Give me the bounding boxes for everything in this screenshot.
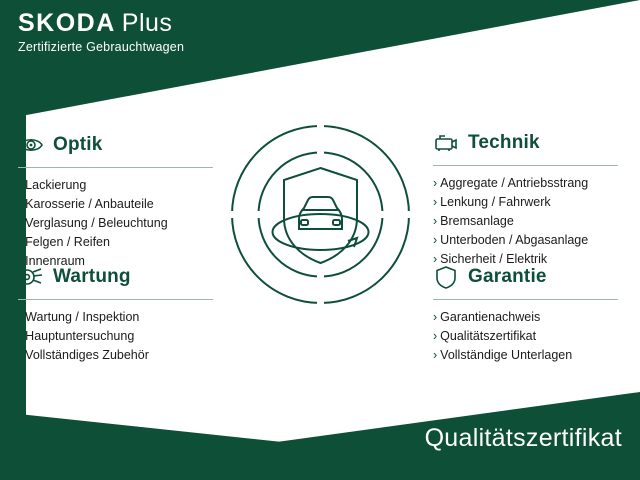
car-shield-inspection-emblem	[228, 122, 413, 307]
section-wartung	[18, 262, 213, 365]
list-item-label: Hauptuntersuchung	[25, 329, 135, 343]
chevron-right-icon: ›	[18, 329, 23, 343]
engine-tech-icon	[433, 130, 459, 156]
section-optik-title: Optik	[53, 134, 103, 155]
list-item	[433, 346, 618, 365]
chevron-right-icon: ›	[433, 252, 438, 266]
list-item-label: Verglasung / Beleuchtung	[25, 216, 168, 230]
section-wartung-header	[18, 262, 213, 292]
list-item	[433, 193, 618, 212]
section-technik-title: Technik	[468, 132, 540, 153]
list-item-label: Wartung / Inspektion	[25, 310, 140, 324]
list-item	[18, 308, 213, 327]
section-technik-divider	[433, 165, 618, 166]
brand-suffix: Plus	[121, 9, 173, 37]
section-technik	[433, 128, 618, 269]
list-item	[433, 231, 618, 250]
list-item	[433, 212, 618, 231]
list-item-label: Innenraum	[25, 254, 85, 268]
chevron-right-icon: ›	[433, 310, 438, 324]
list-item	[18, 233, 213, 252]
chevron-right-icon: ›	[433, 348, 438, 362]
list-item-label: Qualitätszertifikat	[440, 329, 537, 343]
section-optik-divider	[18, 167, 213, 168]
chevron-right-icon: ›	[18, 348, 23, 362]
shield-icon	[433, 264, 459, 290]
list-item-label: Karosserie / Anbauteile	[25, 197, 154, 211]
section-wartung-divider	[18, 299, 213, 300]
section-technik-header	[433, 128, 618, 158]
section-wartung-list	[18, 308, 213, 365]
section-optik-list	[18, 176, 213, 271]
list-item-label: Unterboden / Abgasanlage	[440, 233, 589, 247]
chevron-right-icon: ›	[18, 310, 23, 324]
list-item-label: Vollständige Unterlagen	[440, 348, 573, 362]
list-item-label: Garantienachweis	[440, 310, 541, 324]
section-optik-header	[18, 130, 213, 160]
section-technik-list	[433, 174, 618, 269]
list-item-label: Aggregate / Antriebsstrang	[440, 176, 589, 190]
chevron-right-icon: ›	[433, 214, 438, 228]
list-item	[433, 327, 618, 346]
list-item	[18, 327, 213, 346]
section-garantie	[433, 262, 618, 365]
list-item-label: Lenkung / Fahrwerk	[440, 195, 551, 209]
brand-logo	[18, 8, 184, 55]
chevron-right-icon: ›	[433, 329, 438, 343]
list-item	[433, 308, 618, 327]
section-wartung-title: Wartung	[53, 266, 131, 287]
list-item-label: Felgen / Reifen	[25, 235, 110, 249]
list-item-label: Vollständiges Zubehör	[25, 348, 149, 362]
brand-tagline: Zertifizierte Gebrauchtwagen	[18, 40, 185, 54]
section-garantie-divider	[433, 299, 618, 300]
chevron-right-icon: ›	[433, 176, 438, 190]
service-wrench-icon	[18, 264, 44, 290]
eye-icon	[18, 132, 44, 158]
list-item-label: Sicherheit / Elektrik	[440, 252, 548, 266]
footer-title: Qualitätszertifikat	[424, 424, 622, 452]
brand-name: SKODA	[18, 9, 116, 37]
list-item	[18, 214, 213, 233]
section-garantie-title: Garantie	[468, 266, 547, 287]
section-garantie-list	[433, 308, 618, 365]
list-item	[433, 174, 618, 193]
list-item-label: Bremsanlage	[440, 214, 514, 228]
section-garantie-header	[433, 262, 618, 292]
section-optik	[18, 130, 213, 271]
list-item	[18, 176, 213, 195]
brand-logo-primary	[18, 8, 184, 38]
chevron-right-icon: ›	[18, 216, 23, 230]
chevron-right-icon: ›	[18, 197, 23, 211]
list-item	[18, 346, 213, 365]
chevron-right-icon: ›	[18, 254, 23, 268]
list-item	[18, 195, 213, 214]
chevron-right-icon: ›	[18, 178, 23, 192]
list-item-label: Lackierung	[25, 178, 87, 192]
chevron-right-icon: ›	[18, 235, 23, 249]
chevron-right-icon: ›	[433, 195, 438, 209]
chevron-right-icon: ›	[433, 233, 438, 247]
